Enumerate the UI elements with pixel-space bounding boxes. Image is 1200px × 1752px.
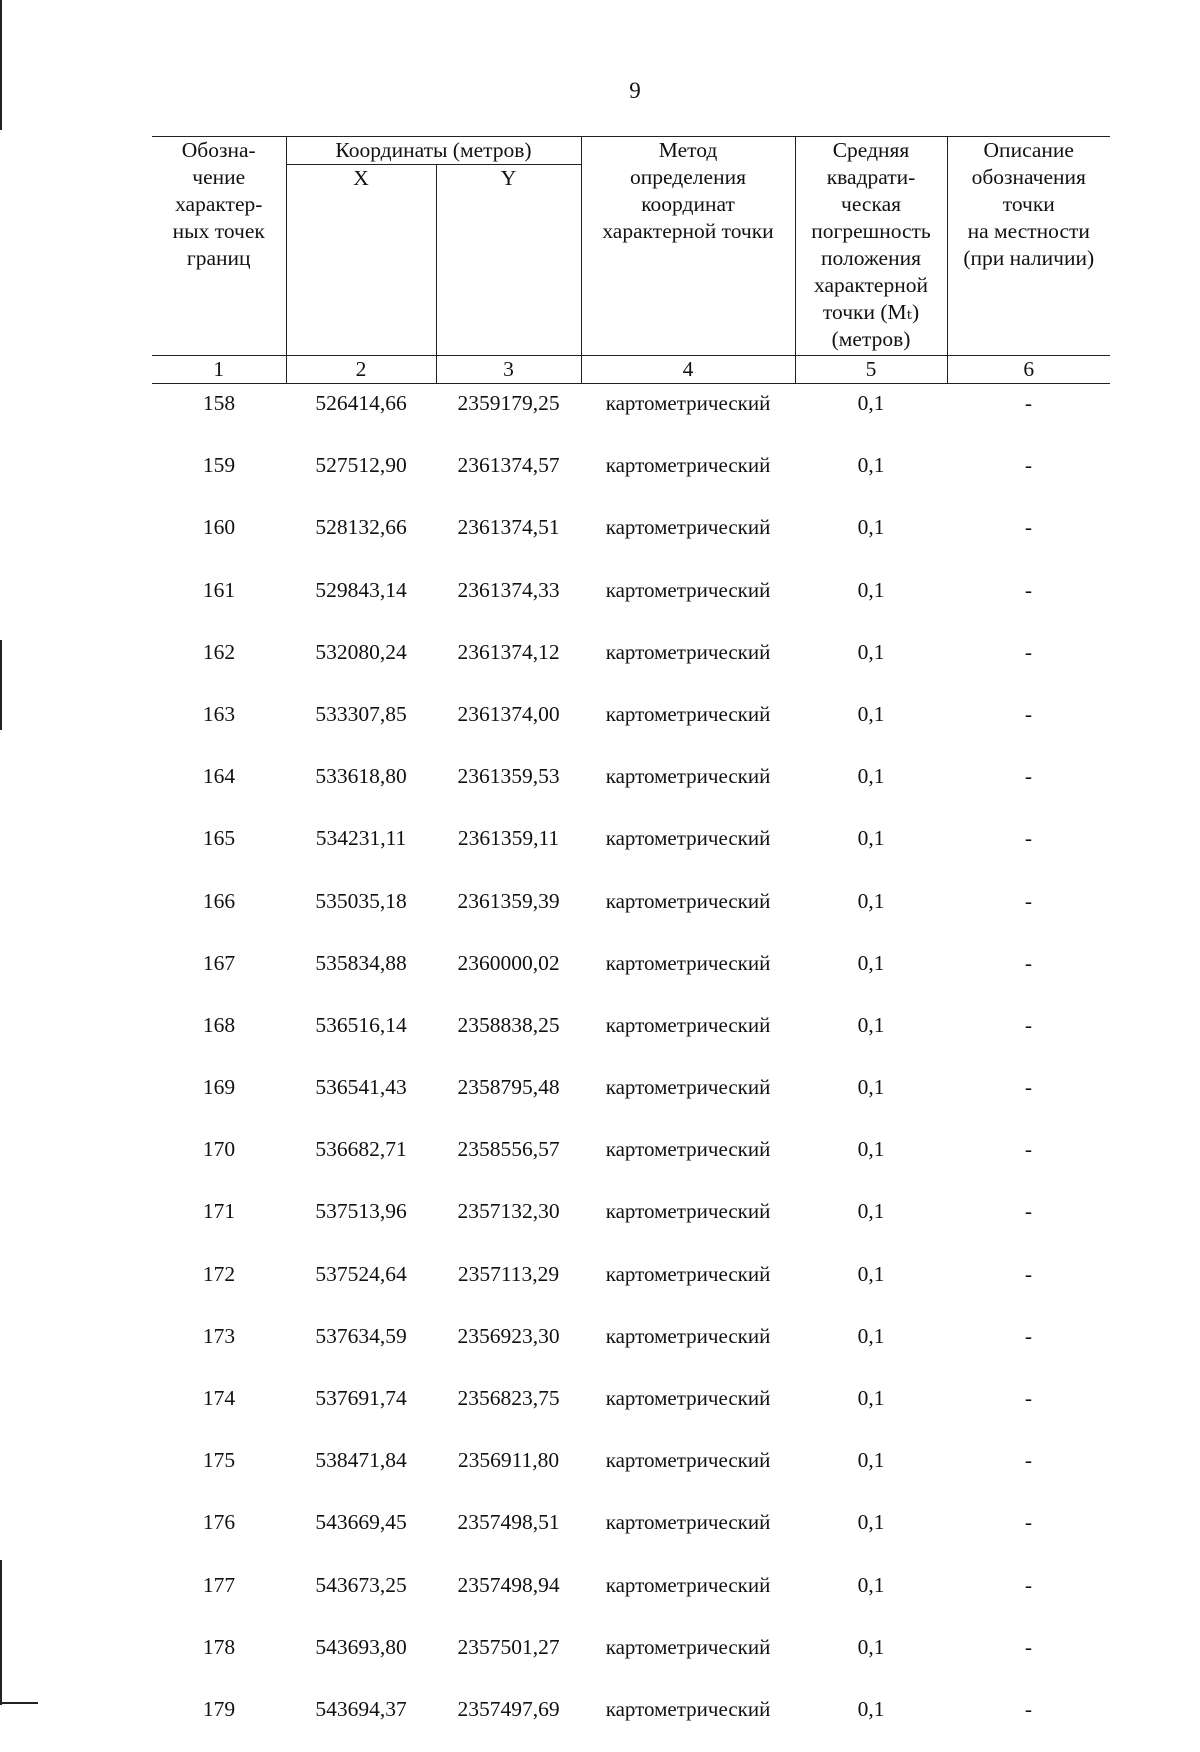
error-value-cell: 0,1 — [795, 1441, 947, 1503]
table-row — [152, 1503, 1110, 1565]
column-number-2: 2 — [286, 356, 436, 384]
column-number-5: 5 — [795, 356, 947, 384]
point-id-cell: 172 — [152, 1255, 286, 1317]
error-value-cell: 0,1 — [795, 1192, 947, 1254]
method-cell: картометрический — [581, 944, 795, 1006]
y-coordinate-cell: 2357501,27 — [436, 1628, 581, 1690]
error-value-cell: 0,1 — [795, 1317, 947, 1379]
y-coordinate-cell: 2357497,69 — [436, 1690, 581, 1752]
x-coordinate-cell: 535834,88 — [286, 944, 436, 1006]
column-number-row — [152, 356, 1110, 384]
column-number-4: 4 — [581, 356, 795, 384]
y-coordinate-cell: 2361374,33 — [436, 571, 581, 633]
y-coordinate-cell: 2360000,02 — [436, 944, 581, 1006]
table-row — [152, 384, 1110, 447]
error-value-cell: 0,1 — [795, 1379, 947, 1441]
column-number-1: 1 — [152, 356, 286, 384]
description-cell: - — [947, 1192, 1110, 1254]
method-cell: картометрический — [581, 1192, 795, 1254]
table-row — [152, 1255, 1110, 1317]
method-cell: картометрический — [581, 1317, 795, 1379]
x-coordinate-cell: 533307,85 — [286, 695, 436, 757]
table-row — [152, 757, 1110, 819]
x-coordinate-cell: 537634,59 — [286, 1317, 436, 1379]
point-id-cell: 165 — [152, 819, 286, 881]
header-designation: Обозна- чение характер- ных точек границ — [152, 137, 286, 356]
error-value-cell: 0,1 — [795, 1255, 947, 1317]
point-id-cell: 158 — [152, 384, 286, 447]
header-y: Y — [436, 165, 581, 356]
table-row — [152, 446, 1110, 508]
header-description: Описание обозначения точки на местности (при наличии) — [947, 137, 1110, 356]
header-coordinates: Координаты (метров) — [286, 137, 581, 165]
point-id-cell: 163 — [152, 695, 286, 757]
x-coordinate-cell: 537513,96 — [286, 1192, 436, 1254]
x-coordinate-cell: 536682,71 — [286, 1130, 436, 1192]
error-value-cell: 0,1 — [795, 1690, 947, 1752]
x-coordinate-cell: 535035,18 — [286, 882, 436, 944]
table-row — [152, 1130, 1110, 1192]
y-coordinate-cell: 2356911,80 — [436, 1441, 581, 1503]
method-cell: картометрический — [581, 1130, 795, 1192]
column-number-3: 3 — [436, 356, 581, 384]
description-cell: - — [947, 882, 1110, 944]
error-value-cell: 0,1 — [795, 757, 947, 819]
method-cell: картометрический — [581, 1255, 795, 1317]
error-value-cell: 0,1 — [795, 508, 947, 570]
point-id-cell: 169 — [152, 1068, 286, 1130]
error-value-cell: 0,1 — [795, 1628, 947, 1690]
description-cell: - — [947, 446, 1110, 508]
method-cell: картометрический — [581, 1566, 795, 1628]
point-id-cell: 171 — [152, 1192, 286, 1254]
y-coordinate-cell: 2361359,53 — [436, 757, 581, 819]
table-row — [152, 1566, 1110, 1628]
y-coordinate-cell: 2361374,12 — [436, 633, 581, 695]
table-row — [152, 819, 1110, 881]
y-coordinate-cell: 2357132,30 — [436, 1192, 581, 1254]
x-coordinate-cell: 528132,66 — [286, 508, 436, 570]
method-cell: картометрический — [581, 571, 795, 633]
column-number-6: 6 — [947, 356, 1110, 384]
x-coordinate-cell: 532080,24 — [286, 633, 436, 695]
error-value-cell: 0,1 — [795, 819, 947, 881]
description-cell: - — [947, 1566, 1110, 1628]
method-cell: картометрический — [581, 1379, 795, 1441]
description-cell: - — [947, 1068, 1110, 1130]
table-row — [152, 571, 1110, 633]
description-cell: - — [947, 1317, 1110, 1379]
description-cell: - — [947, 757, 1110, 819]
error-value-cell: 0,1 — [795, 1503, 947, 1565]
error-value-cell: 0,1 — [795, 695, 947, 757]
x-coordinate-cell: 543669,45 — [286, 1503, 436, 1565]
point-id-cell: 161 — [152, 571, 286, 633]
method-cell: картометрический — [581, 1690, 795, 1752]
description-cell: - — [947, 1379, 1110, 1441]
y-coordinate-cell: 2359179,25 — [436, 384, 581, 447]
table-row — [152, 1006, 1110, 1068]
error-value-cell: 0,1 — [795, 384, 947, 447]
y-coordinate-cell: 2357498,94 — [436, 1566, 581, 1628]
y-coordinate-cell: 2356923,30 — [436, 1317, 581, 1379]
method-cell: картометрический — [581, 1441, 795, 1503]
point-id-cell: 176 — [152, 1503, 286, 1565]
x-coordinate-cell: 536516,14 — [286, 1006, 436, 1068]
description-cell: - — [947, 508, 1110, 570]
scan-corner-mark — [0, 1702, 38, 1704]
point-id-cell: 179 — [152, 1690, 286, 1752]
x-coordinate-cell: 543693,80 — [286, 1628, 436, 1690]
point-id-cell: 178 — [152, 1628, 286, 1690]
x-coordinate-cell: 536541,43 — [286, 1068, 436, 1130]
error-value-cell: 0,1 — [795, 446, 947, 508]
y-coordinate-cell: 2358795,48 — [436, 1068, 581, 1130]
point-id-cell: 168 — [152, 1006, 286, 1068]
x-coordinate-cell: 526414,66 — [286, 384, 436, 447]
scan-edge-line-middle — [0, 640, 2, 730]
point-id-cell: 162 — [152, 633, 286, 695]
point-id-cell: 167 — [152, 944, 286, 1006]
y-coordinate-cell: 2357498,51 — [436, 1503, 581, 1565]
table-row — [152, 508, 1110, 570]
point-id-cell: 160 — [152, 508, 286, 570]
page-number: 9 — [0, 78, 1200, 104]
table-row — [152, 1690, 1110, 1752]
point-id-cell: 170 — [152, 1130, 286, 1192]
error-value-cell: 0,1 — [795, 1566, 947, 1628]
method-cell: картометрический — [581, 1503, 795, 1565]
table-row — [152, 1192, 1110, 1254]
description-cell: - — [947, 1628, 1110, 1690]
description-cell: - — [947, 1690, 1110, 1752]
table-row — [152, 1317, 1110, 1379]
table-body — [152, 384, 1110, 1752]
x-coordinate-cell: 533618,80 — [286, 757, 436, 819]
error-value-cell: 0,1 — [795, 882, 947, 944]
y-coordinate-cell: 2361359,39 — [436, 882, 581, 944]
x-coordinate-cell: 543673,25 — [286, 1566, 436, 1628]
method-cell: картометрический — [581, 508, 795, 570]
method-cell: картометрический — [581, 1006, 795, 1068]
table-row — [152, 944, 1110, 1006]
description-cell: - — [947, 633, 1110, 695]
y-coordinate-cell: 2356823,75 — [436, 1379, 581, 1441]
x-coordinate-cell: 534231,11 — [286, 819, 436, 881]
table-row — [152, 1379, 1110, 1441]
y-coordinate-cell: 2361374,51 — [436, 508, 581, 570]
error-value-cell: 0,1 — [795, 1130, 947, 1192]
y-coordinate-cell: 2358838,25 — [436, 1006, 581, 1068]
error-value-cell: 0,1 — [795, 571, 947, 633]
description-cell: - — [947, 1006, 1110, 1068]
table-row — [152, 695, 1110, 757]
point-id-cell: 166 — [152, 882, 286, 944]
point-id-cell: 174 — [152, 1379, 286, 1441]
table-row — [152, 1441, 1110, 1503]
header-method: Метод определения координат характерной точки — [581, 137, 795, 356]
description-cell: - — [947, 695, 1110, 757]
table-row — [152, 882, 1110, 944]
method-cell: картометрический — [581, 819, 795, 881]
x-coordinate-cell: 538471,84 — [286, 1441, 436, 1503]
x-coordinate-cell: 529843,14 — [286, 571, 436, 633]
method-cell: картометрический — [581, 1628, 795, 1690]
method-cell: картометрический — [581, 633, 795, 695]
error-value-cell: 0,1 — [795, 944, 947, 1006]
description-cell: - — [947, 1503, 1110, 1565]
coordinates-table — [152, 136, 1110, 1752]
method-cell: картометрический — [581, 1068, 795, 1130]
table-row — [152, 1628, 1110, 1690]
description-cell: - — [947, 1441, 1110, 1503]
point-id-cell: 164 — [152, 757, 286, 819]
point-id-cell: 159 — [152, 446, 286, 508]
method-cell: картометрический — [581, 695, 795, 757]
description-cell: - — [947, 944, 1110, 1006]
y-coordinate-cell: 2358556,57 — [436, 1130, 581, 1192]
y-coordinate-cell: 2361374,00 — [436, 695, 581, 757]
x-coordinate-cell: 527512,90 — [286, 446, 436, 508]
x-coordinate-cell: 537691,74 — [286, 1379, 436, 1441]
description-cell: - — [947, 819, 1110, 881]
header-error: Средняя квадрати- ческая погрешность положения характерной точки (Mₜ) (метров) — [795, 137, 947, 356]
error-value-cell: 0,1 — [795, 1068, 947, 1130]
scan-edge-line-bottom — [0, 1560, 2, 1705]
error-value-cell: 0,1 — [795, 1006, 947, 1068]
x-coordinate-cell: 543694,37 — [286, 1690, 436, 1752]
method-cell: картометрический — [581, 882, 795, 944]
method-cell: картометрический — [581, 446, 795, 508]
table-row — [152, 1068, 1110, 1130]
point-id-cell: 177 — [152, 1566, 286, 1628]
description-cell: - — [947, 571, 1110, 633]
table-row — [152, 633, 1110, 695]
point-id-cell: 175 — [152, 1441, 286, 1503]
y-coordinate-cell: 2361359,11 — [436, 819, 581, 881]
description-cell: - — [947, 384, 1110, 447]
header-x: X — [286, 165, 436, 356]
method-cell: картометрический — [581, 757, 795, 819]
description-cell: - — [947, 1255, 1110, 1317]
x-coordinate-cell: 537524,64 — [286, 1255, 436, 1317]
scan-edge-line-top — [0, 0, 2, 130]
method-cell: картометрический — [581, 384, 795, 447]
y-coordinate-cell: 2361374,57 — [436, 446, 581, 508]
y-coordinate-cell: 2357113,29 — [436, 1255, 581, 1317]
error-value-cell: 0,1 — [795, 633, 947, 695]
description-cell: - — [947, 1130, 1110, 1192]
point-id-cell: 173 — [152, 1317, 286, 1379]
